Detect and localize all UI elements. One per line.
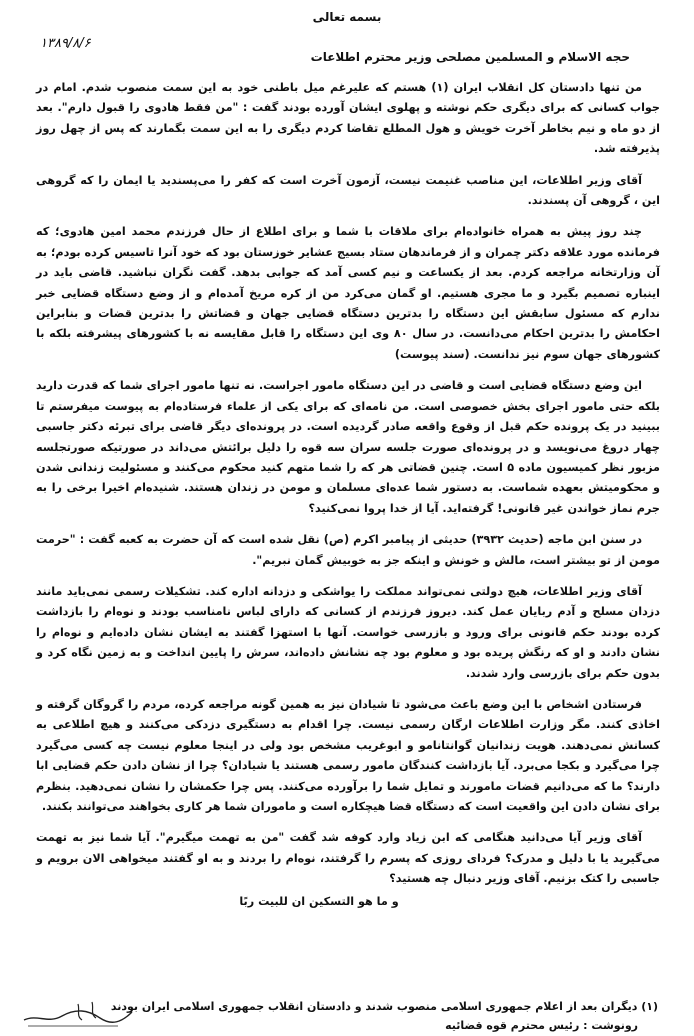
footnote: (۱) دیگران بعد از اعلام جمهوری اسلامی منصوب شدند و دادستان انقلاب جمهوری اسلامی ایران بودند <box>110 1000 658 1013</box>
body-paragraph: آقای وزیر آیا می‌دانید هنگامی که ابن زیاد وارد کوفه شد گفت "من به تهمت میگیرم". آیا شما نیز به تهمت می‌گیرید یا با دلیل و مدرک؟ فردای روزی که پسرم را گرفتند، نوه‌ام را بردند و به او گفتند میخواهی الان برویم و جاسبی را کتک بزنیم. آقای وزیر دنبال چه هستید؟ <box>36 831 660 886</box>
body-paragraph: این وضع دستگاه قضایی است و قاضی در این دستگاه مامور اجراست. نه تنها مامور اجرای شما که قدرت دارید بلکه حتی مامور اجرای بخش خصوصی است. من نامه‌ای که برای یکی از علماء فرستاده‌ام به پیوست میفرستم تا ببینید در یک پرونده حکم قبل از وقوع واقعه صادر گردیده است. در پرونده‌ای دیگر قاضی برای تبرئه دکتر جاسبی چهار دروغ می‌نویسد و در پرونده‌ای صورت جلسه سران سه قوه را دلیل برائتش می‌داند در صورتیکه صورتجلسه مزبور نظر کمیسیون ماده ۵ است. چنین قضاتی هر که را شما متهم کنید محکوم می‌کنند و مسئولیت زندانی شدن و محکومیتش بعهده شماست. به دستور شما عده‌ای مسلمان و مومن در زندان هستند. شنیده‌ام اخیرا برخی را به جرم نماز خواندن غیر قانونی! گرفته‌اید. آیا از خدا پروا نمی‌کنید؟ <box>36 379 660 515</box>
body-paragraph: چند روز پیش به همراه خانواده‌ام برای ملاقات با شما و برای اطلاع از حال فرزندم محمد امین هادوی؛ که فرمانده مورد علاقه دکتر چمران و از فرماندهان ستاد بسیج عشایر خوزستان بود که خود آنرا تاسیس کرده بودم؛ به آن وزارتخانه مراجعه کردم. بعد از یکساعت و نیم کسی آمد که جوابی بدهد. گفت نگران نباشید. قاضی باید در اینباره تصمیم بگیرد و ما مجری هستیم. او گمان می‌کرد من از کره مریخ آمده‌ام و از وضع دستگاه قضایی خبر ندارم که مسئول سابقش این دستگاه را بدترین دستگاه قضایی جهان و قضاتش را بدترین قضات و بنابراین احکامش را بدترین احکام می‌دانست. در سال ۸۰ وی این دستگاه را قابل مقایسه نه با کشورهای پیشرفته بلکه با کشورهای جهان سوم نیز ندانست. (سند پیوست) <box>36 225 660 361</box>
letter-body <box>36 78 660 923</box>
body-paragraph: آقای وزیر اطلاعات، هیچ دولتی نمی‌تواند مملکت را یواشکی و دزدانه اداره کند. تشکیلات رسمی نمی‌باید مانند دزدان مسلح و آدم ربایان عمل کند. دیروز فرزندم از کسانی که دارای لباس نامناسب بودند و نوه‌ام را بازداشت کرده بودند حکم قانونی برای ورود و بازرسی خواست. آنها با استهزا گفتند به ایشان نشان داده‌ایم و نوه‌ام را نشان دادند و او که رنگش پریده بود و معلوم بود چه نشانش داده‌اند، سرش را پایین انداخت و به زمین نگاه کرد و بدون حکم برای بازرسی وارد شدند. <box>36 584 660 680</box>
body-paragraph: در سنن ابن ماجه (حدیث ۳۹۳۲) حدیثی از پیامبر اکرم (ص) نقل شده است که آن حضرت به کعبه گفت : "حرمت مومن از تو بیشتر است، مالش و خونش و اینکه جز به خوبیش گمان نبریم". <box>36 533 660 567</box>
letter-date: ۱۳۸۹/۸/۶ <box>40 36 91 51</box>
body-paragraph: فرستادن اشخاص با این وضع باعث می‌شود تا شیادان نیز به همین گونه مراجعه کرده، مردم را گروگان گرفته و اخاذی کنند. مگر وزارت اطلاعات ارگان رسمی نیست. چرا اقدام به دستگیری دزدکی می‌کنند و هیچ اطلاعی به کسانش نمی‌دهند. هویت زندانیان گوانتانامو و ابوغریب مشخص بود ولی در اینجا معلوم نیست چه کسی می‌گیرد چرا می‌گیرد و بکجا می‌برد. آیا بازداشت کنندگان مامور رسمی هستند یا شیادان؟ چرا از نشان دادن حکم قضایی ابا دارند؟ ما که می‌دانیم قضات مامورند و تمایل شما را برآورده می‌کنند. پس چرا حکمشان را نشان نمی‌دهید. بنظرم برای نشان دادن این واقعیت است که دستگاه قضا هیچکاره است و ماموران شما هر کاری بخواهند می‌توانند بکنند. <box>36 697 660 813</box>
carbon-copy-line: رونوشت : رئیس محترم قوه قضائیه <box>445 1019 638 1032</box>
recipient-address: حجه الاسلام و المسلمین مصلحی وزیر محترم اطلاعات <box>310 50 630 64</box>
body-paragraph: آقای وزیر اطلاعات، این مناصب غنیمت نیست، آزمون آخرت است که کفر را می‌پسندید یا ایمان را که گروهی این ، گروهی آن پسندند. <box>36 173 660 208</box>
invocation-heading: بسمه تعالی <box>312 10 382 24</box>
closing-line: و ما هو التسکین ان للبیت ربًا <box>239 894 399 908</box>
body-paragraph: من تنها دادستان کل انقلاب ایران (۱) هستم که علیرغم میل باطنی خود به این سمت منصوب شدم. امام در جواب کسانی که برای دیگری حکم نوشته و پهلوی ایشان آورده بودند گفت : "من فقط هادوی را قبول دارم". بعد از دو ماه و نیم بخاطر آخرت خویش و هول المطلع تقاضا کردم دیگری را به این سمت بگمارند که پس از چهل روز پذیرفته شد. <box>36 81 660 156</box>
